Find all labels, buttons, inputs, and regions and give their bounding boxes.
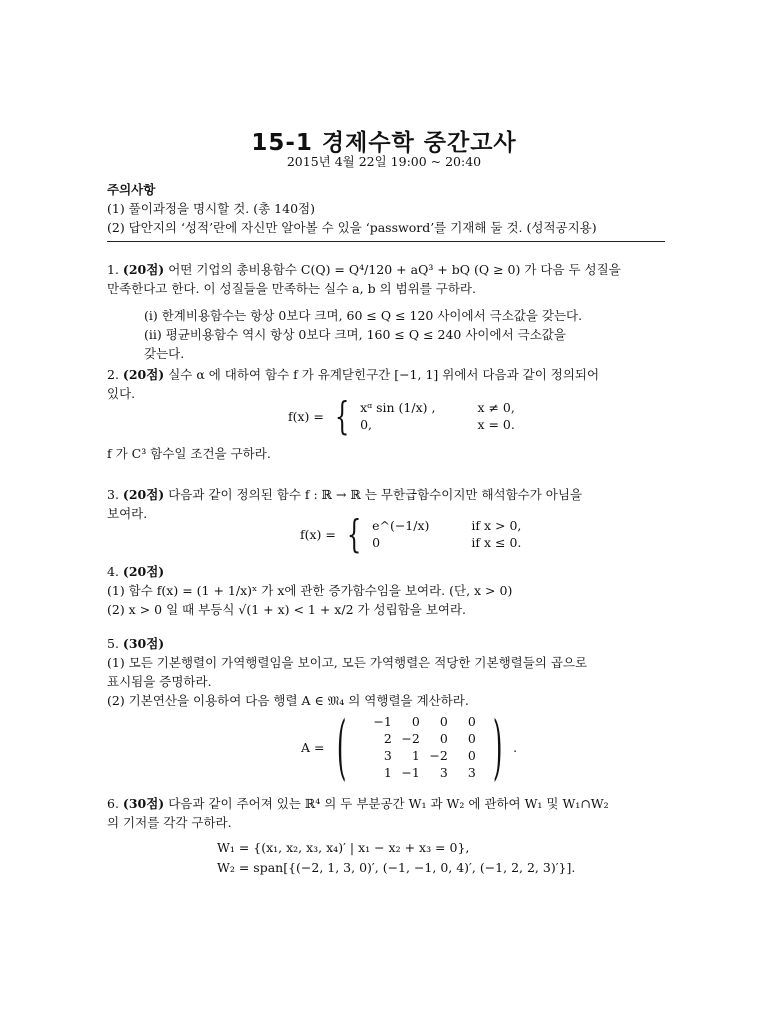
case-expression: xᵅ sin (1/x) , bbox=[360, 400, 436, 415]
problem-text: 실수 α 에 대하여 함수 f 가 유계닫힌구간 [−1, 1] 위에서 다음과 같이 정의되어 bbox=[168, 367, 600, 382]
problem-number: 6. bbox=[107, 796, 119, 811]
matrix-cell: −2 bbox=[429, 748, 448, 763]
problem-points: (20점) bbox=[122, 487, 165, 502]
divider bbox=[107, 241, 665, 242]
problem-text: 다음과 같이 정의된 함수 f : ℝ → ℝ 는 무한급함수이지만 해석함수가 아님을 bbox=[168, 487, 583, 502]
piecewise-function-2 bbox=[288, 394, 515, 438]
condition-1: (i) 한계비용함수는 항상 0보다 크며, 60 ≤ Q ≤ 120 사이에서 극소값을 갖는다. bbox=[144, 308, 583, 323]
matrix-cell: 0 bbox=[439, 714, 448, 729]
problem-number: 4. bbox=[107, 564, 119, 579]
matrix-cell: 2 bbox=[383, 731, 392, 746]
problem-5 bbox=[107, 634, 667, 710]
problem-text: (2) 기본연산을 이용하여 다음 행렬 A ∈ 𝔐₄ 의 역행렬을 계산하라. bbox=[107, 693, 469, 708]
matrix-cell: 1 bbox=[411, 748, 420, 763]
right-paren-symbol: ) bbox=[492, 706, 503, 788]
problem-number: 5. bbox=[107, 636, 119, 651]
problem-points: (20점) bbox=[122, 262, 165, 277]
note-item: (2) 답안지의 ‘성적’란에 자신만 알아볼 수 있을 ‘password’를 기재해 둘 것. (성적공지용) bbox=[107, 220, 597, 235]
function-lhs: f(x) = bbox=[300, 526, 336, 542]
case-expression: 0 bbox=[372, 535, 381, 550]
subspace-w2: W₂ = span[{(−2, 1, 3, 0)′, (−1, −1, 0, 4)′, (−1, 2, 2, 3)′}]. bbox=[217, 860, 576, 875]
matrix-cell: 0 bbox=[467, 714, 476, 729]
case-condition: x = 0. bbox=[477, 417, 515, 432]
problem-text: 보여라. bbox=[107, 506, 148, 521]
matrix-cell: −1 bbox=[401, 765, 420, 780]
brace-symbol: { bbox=[334, 394, 350, 438]
problem-1 bbox=[107, 260, 667, 363]
notes-heading: 주의사항 bbox=[107, 182, 156, 197]
problem-number: 2. bbox=[107, 367, 119, 382]
matrix-a bbox=[301, 706, 518, 788]
problem-number: 1. bbox=[107, 262, 119, 277]
left-paren-symbol: ( bbox=[337, 706, 347, 788]
problem-6 bbox=[107, 794, 667, 832]
exam-title: 15-1 경제수학 중간고사 bbox=[251, 130, 517, 156]
subspace-w1: W₁ = {(x₁, x₂, x₃, x₄)′ | x₁ − x₂ + x₃ = 0}, bbox=[217, 840, 470, 855]
case-condition: if x > 0, bbox=[471, 518, 522, 533]
matrix-label: A = bbox=[301, 739, 325, 755]
piecewise-function-3 bbox=[300, 512, 522, 556]
matrix-cell: −1 bbox=[373, 714, 392, 729]
problem-text: (2) x > 0 일 때 부등식 √(1 + x) < 1 + x/2 가 성립함을 보여라. bbox=[107, 602, 467, 617]
problem-text: 있다. bbox=[107, 386, 136, 401]
case-expression: 0, bbox=[360, 417, 373, 432]
matrix-grid bbox=[356, 714, 484, 780]
problem-text: 만족한다고 한다. 이 성질들을 만족하는 실수 a, b 의 범위를 구하라. bbox=[107, 281, 476, 296]
matrix-cell: 1 bbox=[383, 765, 392, 780]
case-condition: x ≠ 0, bbox=[477, 400, 515, 415]
condition-2-cont: 갖는다. bbox=[144, 346, 185, 361]
matrix-cell: 0 bbox=[467, 748, 476, 763]
matrix-cell: 0 bbox=[439, 731, 448, 746]
matrix-cell: −2 bbox=[401, 731, 420, 746]
problem-number: 3. bbox=[107, 487, 119, 502]
matrix-cell: 3 bbox=[467, 765, 476, 780]
notes-section bbox=[107, 180, 667, 237]
case-expression: e^(−1/x) bbox=[372, 518, 430, 533]
brace-symbol: { bbox=[346, 512, 362, 556]
problem-text: 표시됨을 증명하라. bbox=[107, 674, 212, 689]
problem-points: (20점) bbox=[122, 564, 165, 579]
note-item: (1) 풀이과정을 명시할 것. (총 140점) bbox=[107, 201, 315, 216]
matrix-cell: 3 bbox=[439, 765, 448, 780]
problem-4 bbox=[107, 562, 667, 619]
function-lhs: f(x) = bbox=[288, 408, 324, 424]
matrix-cell: 0 bbox=[467, 731, 476, 746]
problem-text: (1) 함수 f(x) = (1 + 1/x)ˣ 가 x에 관한 증가함수임을 보여라. (단, x > 0) bbox=[107, 583, 513, 598]
subspace-definitions bbox=[217, 838, 575, 878]
problem-points: (20점) bbox=[122, 367, 165, 382]
problem-text: 의 기저를 각각 구하라. bbox=[107, 815, 232, 830]
problem-2-question: f 가 C³ 함수일 조건을 구하라. bbox=[107, 446, 271, 461]
case-condition: if x ≤ 0. bbox=[471, 535, 522, 550]
problem-text: 어떤 기업의 총비용함수 C(Q) = Q⁴/120 + aQ³ + bQ (Q ≥ 0) 가 다음 두 성질을 bbox=[168, 262, 621, 277]
problem-points: (30점) bbox=[122, 796, 165, 811]
matrix-cell: 0 bbox=[411, 714, 420, 729]
problem-text: 다음과 같이 주어져 있는 ℝ⁴ 의 두 부분공간 W₁ 과 W₂ 에 관하여 W₁ 및 W₁∩W₂ bbox=[168, 796, 609, 811]
exam-date: 2015년 4월 22일 19:00 ~ 20:40 bbox=[286, 154, 482, 169]
matrix-period: . bbox=[513, 739, 518, 755]
condition-2: (ii) 평균비용함수 역시 항상 0보다 크며, 160 ≤ Q ≤ 240 사이에서 극소값을 bbox=[144, 327, 566, 342]
matrix-cell: 3 bbox=[383, 748, 392, 763]
problem-text: (1) 모든 기본행렬이 가역행렬임을 보이고, 모든 가역행렬은 적당한 기본행렬들의 곱으로 bbox=[107, 655, 588, 670]
problem-points: (30점) bbox=[122, 636, 165, 651]
